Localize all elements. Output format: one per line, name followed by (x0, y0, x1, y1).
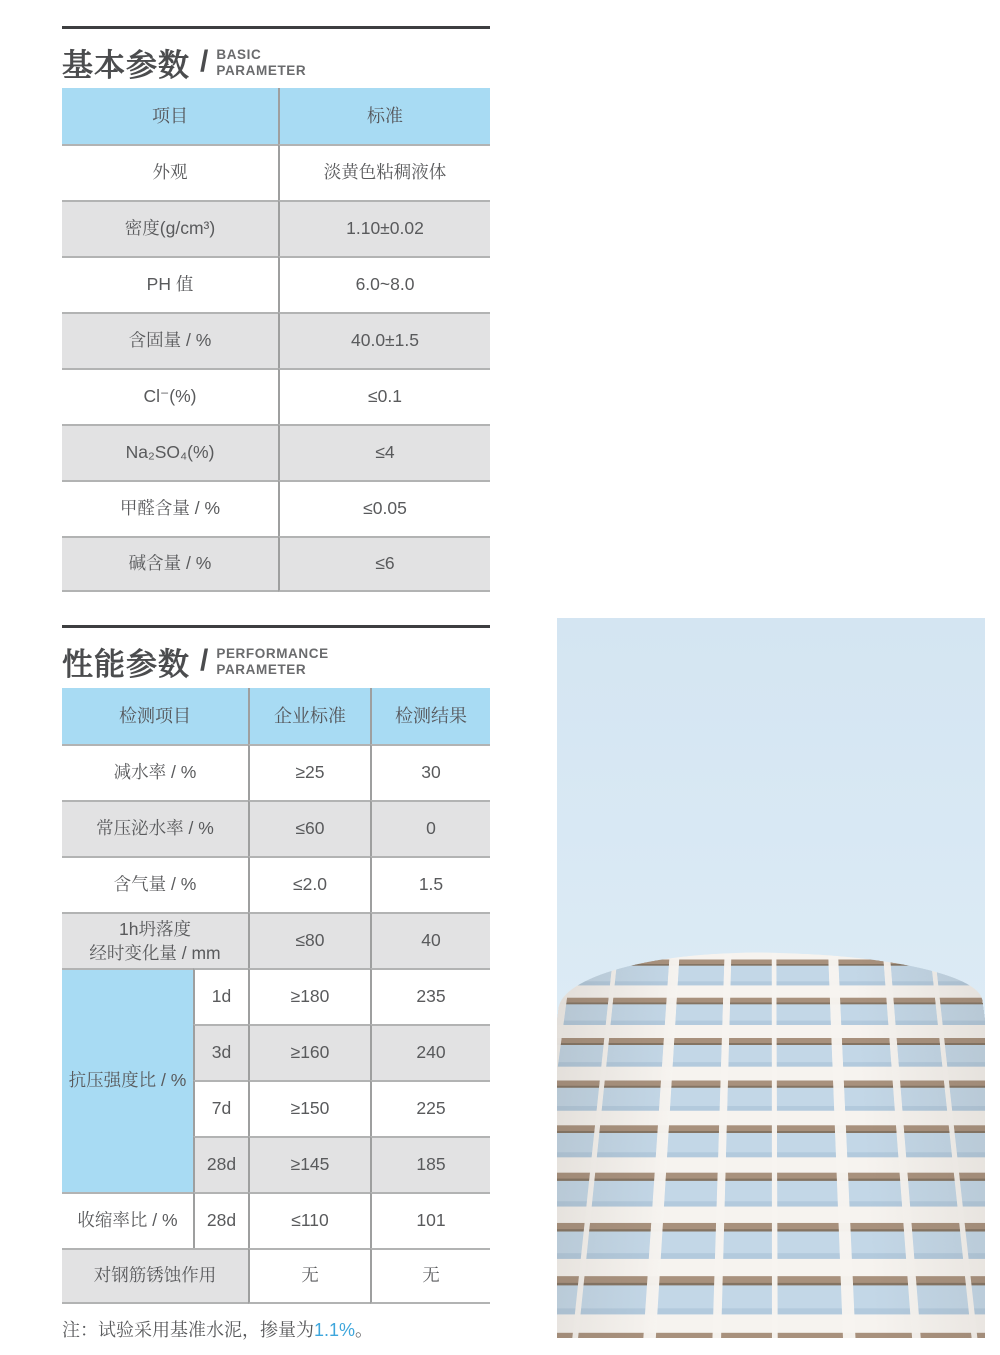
building-photo (557, 618, 985, 1338)
perf-row-item: 对钢筋锈蚀作用 (62, 1248, 248, 1304)
perf-row-item: 收缩率比 / % (62, 1192, 193, 1248)
perf-row-result: 无 (370, 1248, 490, 1304)
basic-row-standard: 40.0±1.5 (278, 312, 490, 368)
basic-row-standard: ≤0.1 (278, 368, 490, 424)
footnote-highlight: 1.1% (314, 1320, 356, 1340)
basic-row-item: 密度(g/cm³) (62, 200, 278, 256)
basic-row-standard: ≤0.05 (278, 480, 490, 536)
basic-row-standard: 1.10±0.02 (278, 200, 490, 256)
perf-row-item: 减水率 / % (62, 744, 248, 800)
basic-row-item: 外观 (62, 144, 278, 200)
perf-row-result: 30 (370, 744, 490, 800)
section-rule-basic (62, 26, 490, 29)
basic-row-standard: ≤4 (278, 424, 490, 480)
section-title-basic-zh: 基本参数 (62, 47, 190, 83)
perf-row-item-slump: 1h坍落度 经时变化量 / mm (62, 912, 248, 968)
perf-age: 3d (193, 1024, 248, 1080)
perf-row-standard: ≤60 (248, 800, 370, 856)
perf-row-result: 185 (370, 1136, 490, 1192)
perf-header-result: 检测结果 (370, 688, 490, 744)
perf-row-result: 40 (370, 912, 490, 968)
basic-header-item: 项目 (62, 88, 278, 144)
perf-row-result: 235 (370, 968, 490, 1024)
perf-row-standard: ≥150 (248, 1080, 370, 1136)
basic-row-item: PH 值 (62, 256, 278, 312)
perf-row-standard: ≥180 (248, 968, 370, 1024)
section-title-basic-en: BASIC PARAMETER (216, 46, 307, 78)
basic-header-standard: 标准 (278, 88, 490, 144)
perf-row-result: 240 (370, 1024, 490, 1080)
basic-row-item: Na₂SO₄(%) (62, 424, 278, 480)
section-title-performance-zh: 性能参数 (62, 646, 190, 682)
perf-age: 28d (193, 1192, 248, 1248)
perf-age: 1d (193, 968, 248, 1024)
perf-header-standard: 企业标准 (248, 688, 370, 744)
perf-row-standard: ≤2.0 (248, 856, 370, 912)
perf-group-label-compressive: 抗压强度比 / % (62, 968, 193, 1192)
basic-parameter-table (62, 88, 490, 592)
building-shading (557, 953, 985, 1338)
perf-header-item: 检测项目 (62, 688, 248, 744)
basic-row-item: 碱含量 / % (62, 536, 278, 592)
section-title-slash: / (200, 644, 209, 677)
section-title-performance-en: PERFORMANCE PARAMETER (216, 645, 329, 677)
perf-row-item: 常压泌水率 / % (62, 800, 248, 856)
perf-age: 7d (193, 1080, 248, 1136)
perf-row-result: 225 (370, 1080, 490, 1136)
basic-row-item: 含固量 / % (62, 312, 278, 368)
section-title-basic (62, 38, 306, 86)
footnote: 注：试验采用基准水泥，掺量为1.1%。 (62, 1320, 374, 1340)
perf-row-item: 含气量 / % (62, 856, 248, 912)
perf-row-standard: ≤110 (248, 1192, 370, 1248)
perf-row-standard: ≥25 (248, 744, 370, 800)
section-title-performance (62, 637, 329, 685)
perf-row-result: 1.5 (370, 856, 490, 912)
perf-row-standard: ≥145 (248, 1136, 370, 1192)
basic-row-standard: 6.0~8.0 (278, 256, 490, 312)
perf-row-standard: ≤80 (248, 912, 370, 968)
basic-row-standard: ≤6 (278, 536, 490, 592)
perf-row-standard: ≥160 (248, 1024, 370, 1080)
section-rule-performance (62, 625, 490, 628)
building-facade (557, 953, 985, 1338)
basic-row-item: Cl⁻(%) (62, 368, 278, 424)
perf-row-result: 0 (370, 800, 490, 856)
basic-row-item: 甲醛含量 / % (62, 480, 278, 536)
perf-age: 28d (193, 1136, 248, 1192)
perf-row-result: 101 (370, 1192, 490, 1248)
performance-parameter-table (62, 688, 490, 1304)
section-title-slash: / (200, 45, 209, 78)
basic-row-standard: 淡黄色粘稠液体 (278, 144, 490, 200)
perf-row-standard: 无 (248, 1248, 370, 1304)
